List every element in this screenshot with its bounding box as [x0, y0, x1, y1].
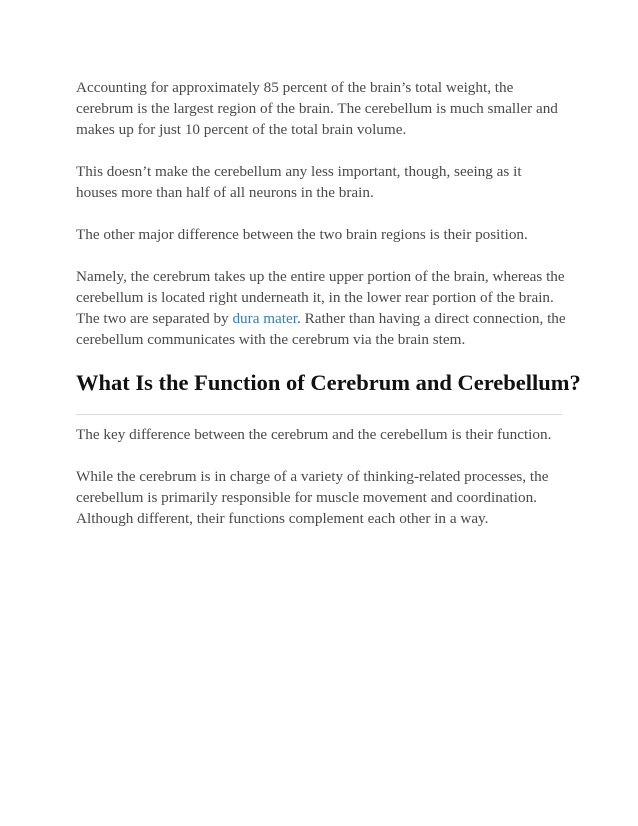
paragraph-cerebrum-weight: Accounting for approximately 85 percent of the brain’s total weight, the cerebrum is the largest region of the brain. The cerebellum is much smaller and makes up for just 10 percent of the total brain volume. — [76, 79, 558, 138]
paragraph-position-text-end: . Rather than having a direct connection, the cerebellum communicates with the cerebrum via the brain stem. — [76, 310, 566, 348]
section-divider — [76, 414, 562, 415]
paragraph-position-difference: The other major difference between the two brain regions is their position. — [76, 226, 528, 243]
article-body — [76, 77, 581, 529]
dura-mater-link[interactable]: dura mater — [232, 310, 297, 327]
paragraph-cerebellum-importance: This doesn’t make the cerebellum any less important, though, seeing as it houses more than half of all neurons in the brain. — [76, 163, 522, 201]
paragraph-position-detail — [76, 266, 566, 350]
paragraph-function-difference: The key difference between the cerebrum and the cerebellum is their function. — [76, 426, 552, 443]
section-heading-function: What Is the Function of Cerebrum and Cerebellum? — [76, 370, 581, 395]
paragraph-function-detail: While the cerebrum is in charge of a variety of thinking-related processes, the cerebellum is primarily responsible for muscle movement and coordination. Although different, their functions complement each other in a way. — [76, 468, 549, 527]
paragraph-position-text-start: Namely, the cerebrum takes up the entire upper portion of the brain, whereas the cerebellum is located right underneath it, in the lower rear portion of the brain. The two are separated by — [76, 268, 565, 327]
